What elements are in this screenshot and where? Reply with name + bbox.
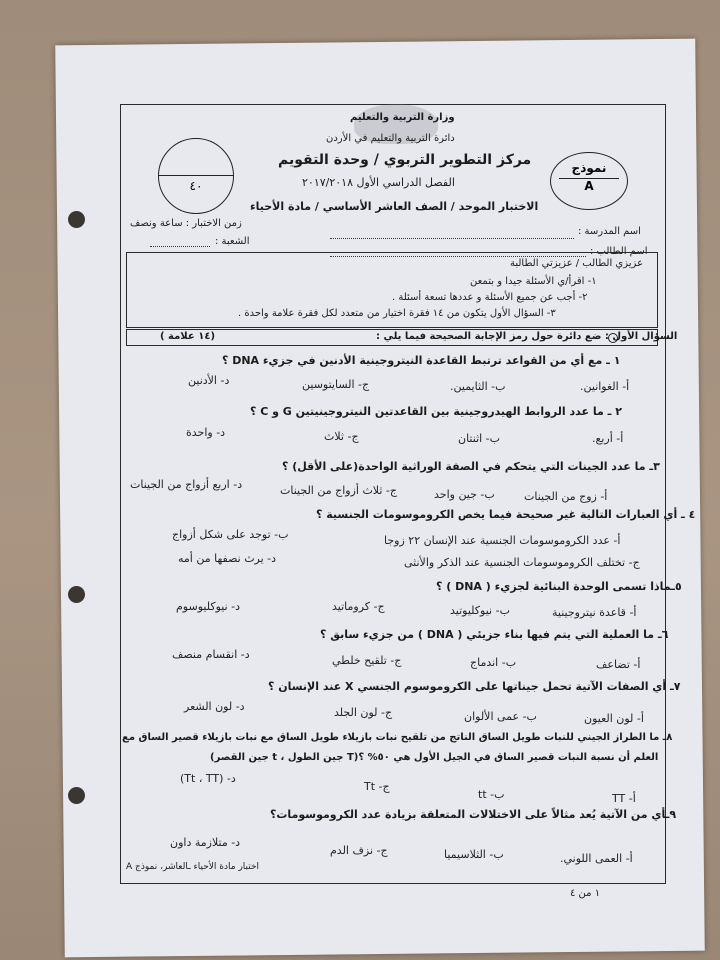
punch-hole: [68, 586, 85, 603]
question-text: ٢ ـ ما عدد الروابط الهيدروجينية بين القاعدتين النيتروجينيتين G و C ؟: [250, 405, 622, 418]
instruction-item: ١- اقرأ/ي الأسئلة جيدا و بتمعن: [470, 276, 597, 287]
semester-line: الفصل الدراسي الأول ٢٠١٧/٢٠١٨: [302, 176, 455, 189]
model-letter: A: [584, 179, 594, 193]
option-b: ب- توجد على شكل أزواج: [172, 528, 289, 541]
option-b: ب- الثلاسيميا: [444, 848, 504, 861]
punch-hole: [68, 211, 85, 228]
question-text-continued: العلم أن نسبة النبات قصير الساق في الجيل الأول هي ٥٠% ؟(T جين الطول ، t جين القصر): [210, 752, 659, 763]
question1-title: السؤال الأول : ضع دائرة حول رمز الإجابة الصحيحة فيما يلي :: [376, 331, 678, 342]
page-number: ١ من ٤: [570, 888, 601, 899]
option-d: د- يرث نصفها من أمه: [178, 552, 277, 565]
directorate-name: دائرة التربية والتعليم في الأردن: [326, 133, 455, 144]
question-text: ٨ـ ما الطراز الجيني للنبات طويل الساق الناتج من تلقيح نبات بازيلاء طويل الساق مع نبات بازيلاء قصير الساق مع: [122, 732, 673, 743]
option-c: ج- لون الجلد: [334, 706, 393, 719]
student-name-label: اسم الطالب :: [590, 246, 648, 257]
option-c: ج- تختلف الكروموسومات الجنسية عند الذكر والأنثى: [404, 556, 640, 569]
option-b: ب- اثنتان: [458, 432, 501, 445]
option-b: ب- الثايمين.: [450, 380, 506, 393]
option-a: أ- قاعدة نيتروجينية: [552, 606, 637, 619]
option-d: د- الأدنين: [188, 374, 230, 387]
question-text: ١ ـ مع أي من القواعد ترتبط القاعدة النيتروجينية الأدنين في جزيء DNA ؟: [222, 354, 621, 367]
instruction-item: ٣- السؤال الأول يتكون من ١٤ فقرة اختيار من متعدد لكل فقرة علامة واحدة .: [238, 308, 556, 319]
score-circle: [158, 138, 234, 214]
question-text: ٥ـماذا تسمى الوحدة البنائية لجزيء ( DNA ) ؟: [436, 580, 682, 593]
option-d: د- لون الشعر: [184, 700, 245, 713]
option-c: ج- نزف الدم: [330, 844, 388, 857]
option-a: أ- تضاعف: [596, 658, 641, 671]
ministry-name: وزارة التربية والتعليم: [350, 112, 455, 123]
option-b: ب- اندماج: [470, 656, 517, 669]
option-b: ب- نيوكليوتيد: [450, 604, 510, 617]
school-name-label: اسم المدرسة :: [578, 226, 641, 237]
question-text: ٧ـ أي الصفات الآتية تحمل جيناتها على الكروموسوم الجنسي X عند الإنسان ؟: [268, 680, 681, 693]
score-total: ٤٠: [189, 179, 203, 193]
option-a: أ- العمى اللوني.: [560, 852, 633, 865]
question-text: ٤ ـ أي العبارات التالية غير صحيحة فيما يخص الكروموسومات الجنسية ؟: [316, 508, 696, 521]
question1-marks: (١٤ علامة ): [160, 331, 216, 342]
option-c: ج- السايتوسين: [302, 378, 370, 391]
instructions-greeting: عزيزي الطالب / عزيزتي الطالبة: [510, 258, 644, 269]
center-title: مركز التطوير التربوي / وحدة التقويم: [278, 152, 532, 168]
option-d: د- واحدة: [186, 426, 226, 439]
question-text: ٦ـ ما العملية التي يتم فيها بناء جزيئي ( DNA ) من جزيء سابق ؟: [320, 628, 669, 641]
question-text: ٩ـأي من الآتية يُعد مثالاً على الاختلالات المتعلقة بزيادة عدد الكروموسومات؟: [270, 808, 677, 821]
option-d: د- متلازمة داون: [170, 836, 241, 849]
option-a: أ- لون العيون: [584, 712, 644, 725]
model-label: نموذج: [571, 161, 607, 175]
option-a: أ- TT: [612, 792, 636, 805]
option-a: أ- عدد الكروموسومات الجنسية عند الإنسان ٢٢ زوجا: [384, 534, 621, 547]
section-label: الشعبة :: [215, 236, 250, 247]
option-a: أ- الغوانين.: [580, 380, 630, 393]
option-d: د- انقسام منصف: [172, 648, 250, 661]
question-text: ٣ـ ما عدد الجينات التي يتحكم في الصفة الوراثية الواحدة(على الأقل) ؟: [282, 460, 660, 473]
footer-note: اختبار مادة الأحياء ـالعاشر، نموذج A: [126, 862, 260, 872]
option-c: ج- تلقيح خلطي: [332, 654, 402, 667]
punch-hole: [68, 787, 85, 804]
option-c: ج- كروماتيد: [332, 600, 385, 613]
section-blank: [150, 246, 210, 247]
score-divider: [159, 175, 233, 176]
option-a: أ- زوج من الجينات: [524, 490, 608, 503]
option-d: د- (Tt ، TT): [180, 772, 236, 785]
instruction-item: ٢- أجب عن جميع الأسئلة و عددها تسعة أسئلة .: [392, 292, 588, 303]
exam-duration: زمن الاختبار : ساعة ونصف: [130, 218, 242, 229]
school-name-blank: [330, 238, 574, 239]
option-b: ب- عمى الألوان: [464, 710, 537, 723]
option-d: د- نيوكليوسوم: [176, 600, 241, 613]
exam-line: الاختبار الموحد / الصف العاشر الأساسي / مادة الأحياء: [250, 200, 539, 213]
option-b: ب- جين واحد: [434, 488, 495, 501]
model-circle: [550, 152, 628, 210]
option-c: ج- Tt: [364, 780, 390, 793]
option-c: ج- ثلاث أزواج من الجينات: [280, 484, 397, 497]
option-a: أ- أربع.: [592, 432, 624, 445]
option-c: ج- ثلاث: [324, 430, 359, 443]
option-b: ب- tt: [478, 788, 505, 801]
option-d: د- اربع أزواج من الجينات: [130, 478, 243, 491]
